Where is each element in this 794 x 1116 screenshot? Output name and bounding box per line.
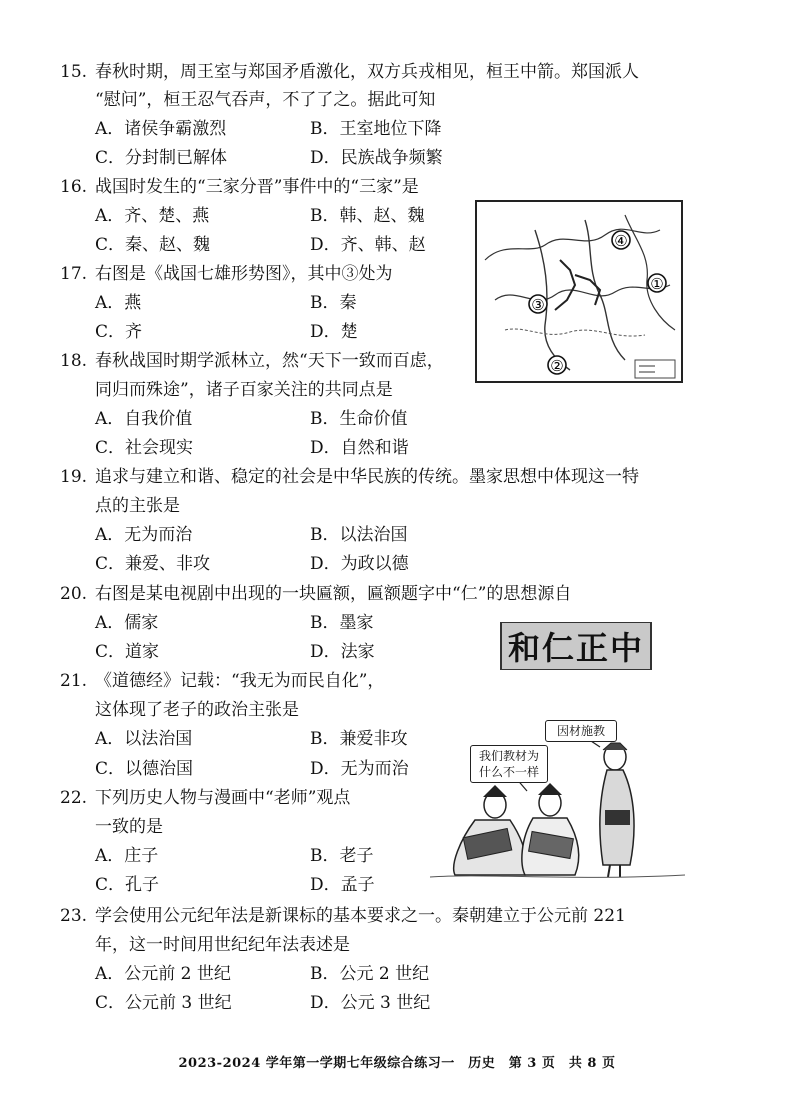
- q16-stem-line1: 战国时发生的“三家分晋”事件中的“三家”是: [95, 177, 419, 197]
- q17-option-a: A．燕: [95, 293, 142, 313]
- map-marker-2: ②: [550, 357, 564, 375]
- map-graphic: [475, 200, 683, 383]
- q18-stem-line1: 春秋战国时期学派林立，然“天下一致而百虑，: [95, 351, 444, 371]
- q18-number: 18.: [60, 351, 88, 371]
- q19-option-a: A．无为而治: [95, 525, 193, 545]
- q15-number-label: 15.: [60, 62, 88, 82]
- q21-stem-line1: 《道德经》记载：“我无为而民自化”，: [95, 671, 385, 691]
- q19-stem-line2: 点的主张是: [95, 496, 180, 516]
- q23-number: 23.: [60, 906, 88, 926]
- warring-states-map: [475, 200, 683, 383]
- q15-stem-line2: “慰问”，桓王忍气吞声，不了了之。据此可知: [95, 90, 436, 110]
- plaque-text: 和仁正中: [502, 623, 650, 669]
- q21-option-c: C．以德治国: [95, 759, 194, 779]
- q17-option-c: C．齐: [95, 322, 143, 342]
- q21-stem-line2: 这体现了老子的政治主张是: [95, 700, 299, 720]
- map-marker-1: ①: [650, 275, 664, 293]
- q23-stem-line2: 年，这一时间用世纪纪年法表述是: [95, 935, 350, 955]
- student-bubble-line2: 什么不一样: [478, 765, 539, 779]
- q17-stem-line1: 右图是《战国七雄形势图》，其中③处为: [95, 264, 393, 284]
- teacher-students-cartoon: [425, 715, 690, 885]
- teacher-speech-bubble: 因材施教: [545, 720, 617, 742]
- q21-option-d: D．无为而治: [310, 759, 409, 779]
- q19-stem-line1: 追求与建立和谐、稳定的社会是中华民族的传统。墨家思想中体现这一特: [95, 467, 639, 487]
- map-marker-3: ③: [531, 296, 545, 314]
- q16-option-d: D．齐、韩、赵: [310, 235, 426, 255]
- q19-option-d: D．为政以德: [310, 554, 409, 574]
- q19-option-b: B．以法治国: [310, 525, 408, 545]
- q22-option-c: C．孔子: [95, 875, 160, 895]
- q23-stem-line1: 学会使用公元纪年法是新课标的基本要求之一。秦朝建立于公元前 221: [95, 906, 626, 926]
- q18-option-b: B．生命价值: [310, 409, 408, 429]
- q20-option-b: B．墨家: [310, 613, 374, 633]
- q21-option-b: B．兼爱非攻: [310, 729, 408, 749]
- q23-option-c: C．公元前 3 世纪: [95, 993, 232, 1013]
- q20-option-a: A．儒家: [95, 613, 159, 633]
- q17-option-b: B．秦: [310, 293, 357, 313]
- q17-option-d: D．楚: [310, 322, 358, 342]
- q18-option-c: C．社会现实: [95, 438, 194, 458]
- q15-stem-line1: 春秋时期，周王室与郑国矛盾激化，双方兵戎相见，桓王中箭。郑国派人: [95, 62, 639, 82]
- q22-option-b: B．老子: [310, 846, 374, 866]
- q23-option-d: D．公元 3 世纪: [310, 993, 431, 1013]
- student-bubble-line1: 我们教材为: [478, 749, 539, 763]
- q15-option-b: B．王室地位下降: [310, 119, 442, 139]
- q18-stem-line2: 同归而殊途”，诸子百家关注的共同点是: [95, 380, 393, 400]
- q23-option-b: B．公元 2 世纪: [310, 964, 430, 984]
- q16-option-a: A．齐、楚、燕: [95, 206, 210, 226]
- map-marker-4: ④: [614, 232, 628, 250]
- q19-option-c: C．兼爱、非攻: [95, 554, 211, 574]
- q20-stem-line1: 右图是某电视剧中出现的一块匾额，匾额题字中“仁”的思想源自: [95, 584, 572, 604]
- plaque-image: [500, 622, 652, 670]
- q17-number: 17.: [60, 264, 88, 284]
- q18-option-a: A．自我价值: [95, 409, 193, 429]
- q22-number: 22.: [60, 788, 88, 808]
- q22-stem-line2: 一致的是: [95, 817, 163, 837]
- q15-option-d: D．民族战争频繁: [310, 148, 443, 168]
- q20-number: 20.: [60, 584, 88, 604]
- q23-option-a: A．公元前 2 世纪: [95, 964, 231, 984]
- q16-option-c: C．秦、赵、魏: [95, 235, 211, 255]
- q22-option-a: A．庄子: [95, 846, 159, 866]
- q16-option-b: B．韩、赵、魏: [310, 206, 425, 226]
- q15-option-a: A．诸侯争霸激烈: [95, 119, 227, 139]
- q20-option-d: D．法家: [310, 642, 375, 662]
- q19-number: 19.: [60, 467, 88, 487]
- q16-number: 16.: [60, 177, 88, 197]
- q21-number: 21.: [60, 671, 88, 691]
- q21-option-a: A．以法治国: [95, 729, 193, 749]
- student-speech-bubble: [470, 745, 548, 783]
- page-footer: 2023-2024 学年第一学期七年级综合练习一 历史 第 3 页 共 8 页: [178, 1056, 616, 1071]
- q22-stem-line1: 下列历史人物与漫画中“老师”观点: [95, 788, 351, 808]
- q20-option-c: C．道家: [95, 642, 160, 662]
- q22-option-d: D．孟子: [310, 875, 375, 895]
- q15-option-c: C．分封制已解体: [95, 148, 228, 168]
- q18-option-d: D．自然和谐: [310, 438, 409, 458]
